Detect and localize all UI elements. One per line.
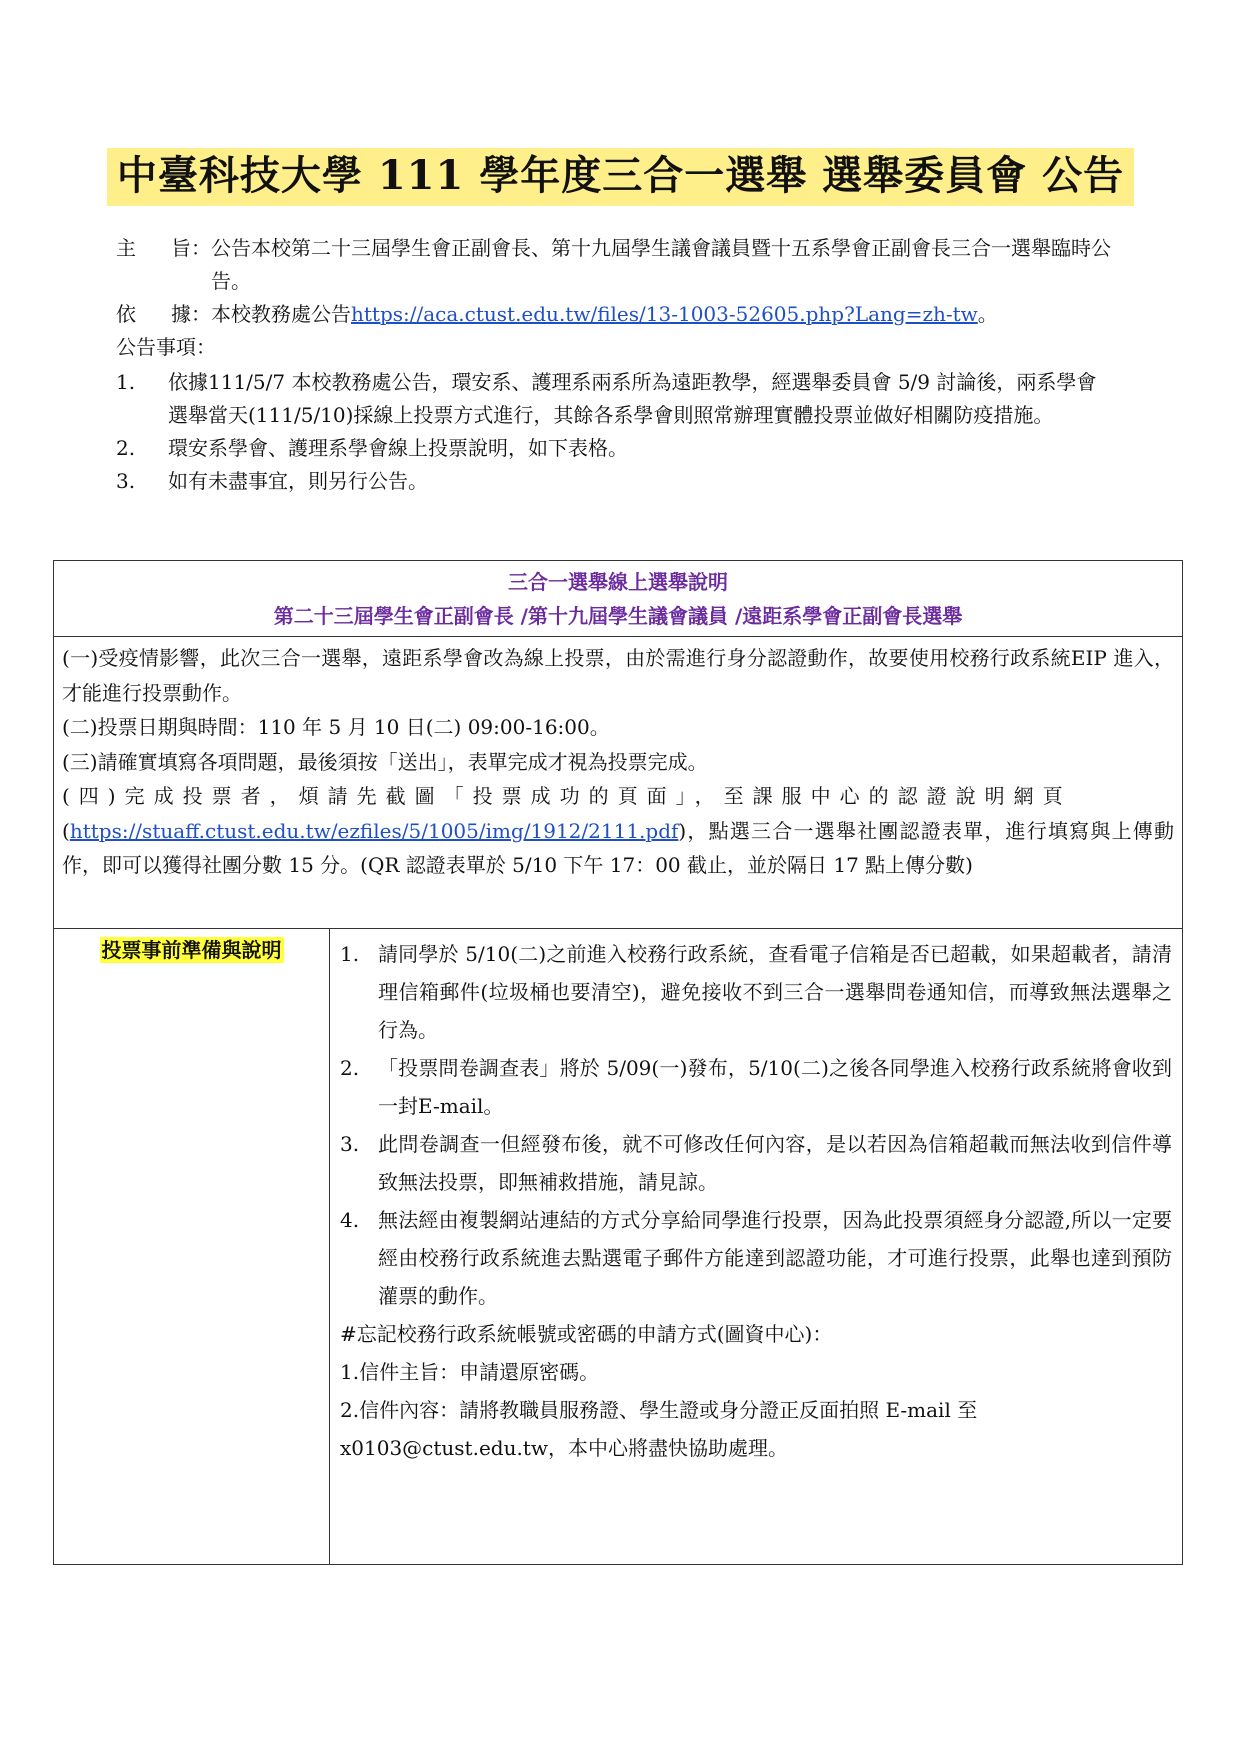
subject-row <box>116 232 1116 298</box>
desc-p4-prefix: (四)完成投票者，煩請先截圖「投票成功的頁面」，至課服中心的認證說明網頁 <box>62 784 1072 808</box>
desc-paragraph-3: (三)請確實填寫各項問題，最後須按「送出」，表單完成才視為投票完成。 <box>62 749 708 774</box>
prep-item-text: 此問卷調查一但經發布後，就不可修改任何內容，是以若因為信箱超載而無法收到信件導致無法投票，即無補救措施，請見諒。 <box>378 1132 1172 1194</box>
desc-p4-open: ( <box>62 818 70 843</box>
basis-row <box>116 298 1116 331</box>
prep-item-num: 2. <box>340 1056 360 1080</box>
basis-colon: ： <box>191 302 211 326</box>
prep-item <box>340 1125 1172 1201</box>
table-description <box>54 637 1182 929</box>
table-header <box>54 561 1182 637</box>
notice-item <box>116 465 1116 498</box>
prep-item <box>340 935 1172 1049</box>
basis-text <box>211 298 1116 331</box>
subject-label-2: 旨 <box>171 236 191 260</box>
forgot-item-2: 2.信件內容：請將教職員服務證、學生證或身分證正反面拍照 E-mail 至 x0103@ctust.edu.tw，本中心將盡快協助處理。 <box>340 1398 978 1460</box>
prep-item-num: 3. <box>340 1132 360 1156</box>
header-block <box>116 232 1116 498</box>
desc-paragraph-4 <box>62 779 1174 883</box>
prep-item-text: 無法經由複製網站連結的方式分享給同學進行投票，因為此投票須經身分認證,所以一定要經由校務行政系統進去點選電子郵件方能達到認證功能，才可進行投票，此舉也達到預防灌票的動作。 <box>378 1208 1172 1308</box>
basis-suffix: 。 <box>977 302 998 326</box>
notice-item <box>116 366 1116 432</box>
prep-item-num: 4. <box>340 1208 360 1232</box>
notice-item <box>116 432 1116 465</box>
basis-prefix: 本校教務處公告 <box>211 302 351 326</box>
notice-items <box>116 366 1116 498</box>
notice-item-num: 3. <box>116 469 136 493</box>
prep-item-num: 1. <box>340 942 360 966</box>
prep-item <box>340 1049 1172 1125</box>
subject-text: 公告本校第二十三屆學生會正副會長、第十九屆學生議會議員暨十五系學會正副會長三合一選舉臨時公告。 <box>211 236 1111 293</box>
basis-label <box>116 298 191 331</box>
prep-label: 投票事前準備與說明 <box>101 938 282 962</box>
basis-label-1: 依 <box>116 302 136 326</box>
notice-item-text: 依據111/5/7 本校教務處公告，環安系、護理系兩系所為遠距教學，經選舉委員會 5/9 討論後，兩系學會選舉當天(111/5/10)採線上投票方式進行，其餘各系學會則照常辦理實體投票並做好相關防疫措施。 <box>168 370 1097 427</box>
basis-link[interactable]: https://aca.ctust.edu.tw/files/13-1003-52605.php?Lang=zh-tw <box>351 302 978 326</box>
table-header-line2: 第二十三屆學生會正副會長 /第十九屆學生議會議員 /遠距系學會正副會長選舉 <box>273 604 963 628</box>
instruction-table <box>53 560 1183 1565</box>
title-wrap <box>0 148 1241 206</box>
notice-title: 公告事項： <box>116 335 216 359</box>
notice-item-text: 環安系學會、護理系學會線上投票說明，如下表格。 <box>168 436 628 460</box>
prep-item <box>340 1201 1172 1315</box>
subject-label-1: 主 <box>116 236 136 260</box>
forgot-title: #忘記校務行政系統帳號或密碼的申請方式(圖資中心)： <box>340 1322 833 1346</box>
prep-item-text: 請同學於 5/10(二)之前進入校務行政系統，查看電子信箱是否已超載，如果超載者，請清理信箱郵件(垃圾桶也要清空)，避免接收不到三合一選舉問卷通知信，而導致無法選舉之行為。 <box>378 942 1172 1042</box>
right-cell <box>330 929 1182 1564</box>
subject-colon: ： <box>191 236 211 260</box>
left-cell <box>54 929 330 1564</box>
page-title: 中臺科技大學 111 學年度三合一選舉 選舉委員會 公告 <box>107 148 1134 206</box>
desc-p4-rest: )，點選三合一選舉社團認證表單，進行填寫與上傳動作，即可以獲得社團分數 15 分。(QR 認證表單於 5/10 下午 17：00 截止，並於隔日 17 點上傳分數) <box>62 818 1174 877</box>
prep-item-text: 「投票問卷調查表」將於 5/09(一)發布，5/10(二)之後各同學進入校務行政系統將會收到一封E-mail。 <box>378 1056 1172 1118</box>
notice-item-num: 1. <box>116 370 136 394</box>
basis-label-2: 據 <box>171 302 191 326</box>
desc-paragraph-2: (二)投票日期與時間：110 年 5 月 10 日(二) 09:00-16:00。 <box>62 715 610 739</box>
table-body <box>54 929 1182 1564</box>
table-header-line1: 三合一選舉線上選舉說明 <box>508 570 728 594</box>
desc-p4-link[interactable]: https://stuaff.ctust.edu.tw/ezfiles/5/1005/img/1912/2111.pdf <box>69 818 679 843</box>
desc-paragraph-1: (一)受疫情影響，此次三合一選舉，遠距系學會改為線上投票，由於需進行身分認證動作，故要使用校務行政系統EIP 進入，才能進行投票動作。 <box>62 646 1174 705</box>
forgot-item-1: 1.信件主旨：申請還原密碼。 <box>340 1360 600 1384</box>
notice-item-num: 2. <box>116 436 136 460</box>
notice-item-text: 如有未盡事宜，則另行公告。 <box>168 469 428 493</box>
subject-label <box>116 232 191 298</box>
